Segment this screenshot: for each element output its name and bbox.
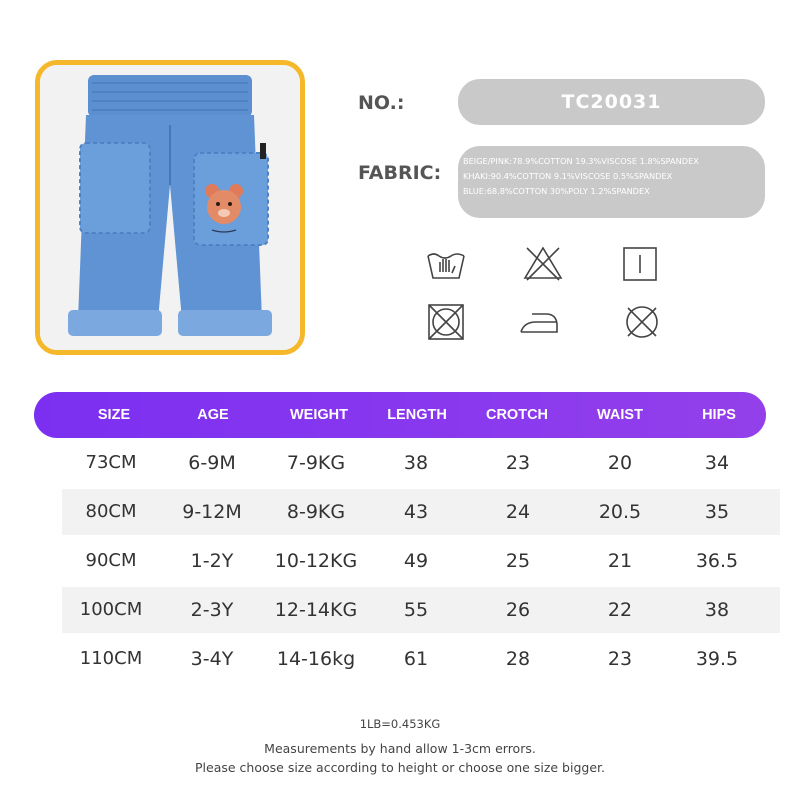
cell-length: 61: [403, 648, 429, 670]
cell-weight: 10-12KG: [274, 550, 358, 572]
cell-age: 2-3Y: [190, 599, 234, 621]
cell-hips: 34: [704, 452, 730, 474]
cell-age: 6-9M: [188, 452, 236, 474]
cell-length: 55: [403, 599, 429, 621]
cell-waist: 20: [607, 452, 633, 474]
product-number-label: NO.:: [358, 92, 405, 114]
size-advice-note: Please choose size according to height or choose one size bigger.: [195, 760, 605, 775]
table-row: [62, 440, 780, 486]
cell-hips: 35: [704, 501, 730, 523]
cell-waist: 22: [607, 599, 633, 621]
table-row: [62, 636, 780, 682]
table-row: [62, 538, 780, 584]
conversion-note: 1LB=0.453KG: [359, 717, 441, 731]
cell-waist: 23: [607, 648, 633, 670]
product-photo: [35, 60, 305, 355]
header-age: AGE: [197, 407, 229, 423]
cell-size: 80CM: [85, 501, 137, 522]
cell-age: 3-4Y: [190, 648, 234, 670]
table-row: [62, 587, 780, 633]
cell-length: 38: [403, 452, 429, 474]
cell-length: 49: [403, 550, 429, 572]
product-number-value: TC20031: [561, 91, 662, 113]
cell-hips: 36.5: [695, 550, 739, 572]
cell-weight: 8-9KG: [286, 501, 346, 523]
fabric-composition-blue: BLUE:68.8%COTTON 30%POLY 1.2%SPANDEX: [463, 186, 650, 196]
header-crotch: CROTCH: [485, 407, 549, 423]
iron-icon: [518, 300, 562, 344]
cell-length: 43: [403, 501, 429, 523]
cell-age: 9-12M: [182, 501, 242, 523]
line-dry-icon: [618, 242, 662, 286]
denim-pants-illustration: [40, 65, 300, 350]
hand-wash-icon: [424, 242, 468, 286]
fabric-label: FABRIC:: [358, 162, 442, 184]
cell-crotch: 23: [505, 452, 531, 474]
table-row: [62, 489, 780, 535]
cell-weight: 7-9KG: [286, 452, 346, 474]
cell-crotch: 28: [505, 648, 531, 670]
do-not-dry-clean-icon: [620, 300, 664, 344]
cell-crotch: 24: [505, 501, 531, 523]
cell-crotch: 25: [505, 550, 531, 572]
size-table-header: [34, 392, 766, 438]
cell-size: 73CM: [85, 452, 137, 473]
cell-age: 1-2Y: [190, 550, 234, 572]
do-not-tumble-dry-icon: [424, 300, 468, 344]
fabric-pill: [458, 146, 765, 218]
product-number-pill: [458, 79, 765, 125]
cell-weight: 14-16kg: [276, 648, 356, 670]
header-size: SIZE: [97, 407, 131, 423]
cell-crotch: 26: [505, 599, 531, 621]
cell-waist: 20.5: [598, 501, 642, 523]
header-waist: WAIST: [597, 407, 643, 423]
cell-size: 90CM: [85, 550, 137, 571]
measurement-note: Measurements by hand allow 1-3cm errors.: [264, 741, 536, 756]
cell-hips: 39.5: [695, 648, 739, 670]
header-hips: HIPS: [702, 407, 736, 423]
cell-hips: 38: [704, 599, 730, 621]
fabric-composition-beige-pink: BEIGE/PINK:78.9%COTTON 19.3%VISCOSE 1.8%SPANDEX: [463, 156, 699, 166]
header-length: LENGTH: [387, 407, 447, 423]
cell-size: 100CM: [79, 599, 143, 620]
fabric-composition-khaki: KHAKI:90.4%COTTON 9.1%VISCOSE 0.5%SPANDEX: [463, 171, 673, 181]
cell-size: 110CM: [79, 648, 143, 669]
header-weight: WEIGHT: [290, 407, 348, 423]
do-not-bleach-icon: [521, 242, 565, 286]
cell-weight: 12-14KG: [274, 599, 358, 621]
cell-waist: 21: [607, 550, 633, 572]
